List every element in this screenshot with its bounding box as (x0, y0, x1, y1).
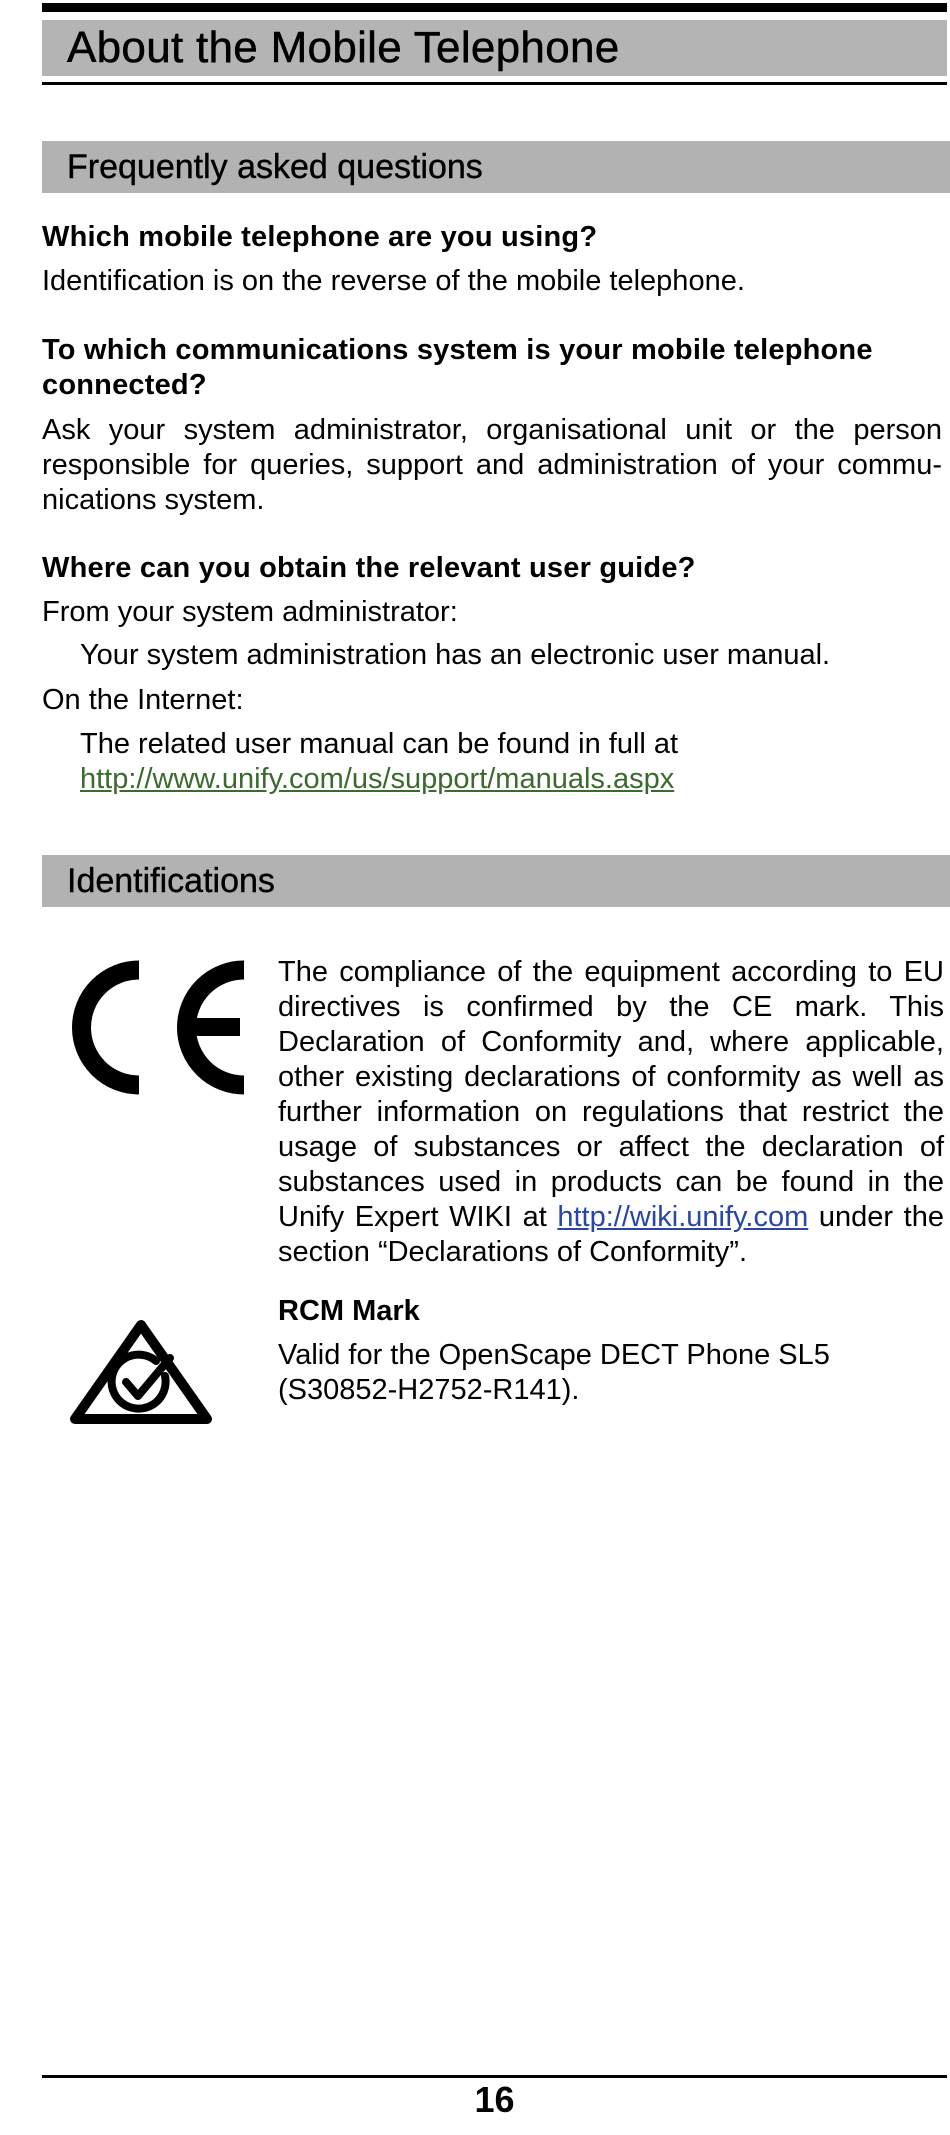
top-rule (42, 3, 947, 12)
ce-description (278, 955, 944, 1270)
faq-answer-1: Identification is on the reverse of the mobile telephone. (42, 265, 745, 297)
page-number: 16 (474, 2079, 515, 2120)
ce-mark-icon (62, 960, 252, 1095)
admin-manual-text: Your system administration has an electronic user manual. (80, 639, 831, 671)
from-admin-label: From your system administrator: (42, 596, 458, 628)
wiki-link[interactable]: http://wiki.unify.com (557, 1201, 809, 1233)
chapter-header (42, 20, 947, 76)
ce-description-end: under the section “Declarations of Conformity”. (278, 1201, 944, 1268)
faq-section-title: Frequently asked questions (67, 148, 483, 186)
page (42, 0, 950, 2135)
identifications-section-header (42, 855, 950, 907)
manuals-link[interactable]: http://www.unify.com/us/support/manuals.aspx (80, 763, 675, 795)
rcm-heading: RCM Mark (278, 1295, 420, 1327)
on-internet-label: On the Internet: (42, 684, 244, 716)
faq-section-header (42, 141, 950, 193)
faq-question-2: To which communications system is your mobile telephone connected? (42, 334, 873, 401)
faq-answer-2: Ask your system administrator, organisational unit or the person responsible for queries, support and administration of your commu-nications system. (42, 414, 942, 516)
rcm-mark-icon (66, 1316, 216, 1428)
faq-question-3: Where can you obtain the relevant user guide? (42, 552, 696, 584)
chapter-underline (42, 82, 947, 85)
rcm-description: Valid for the OpenScape DECT Phone SL5 (S30852-H2752-R141). (278, 1339, 830, 1406)
identifications-section-title: Identifications (67, 862, 275, 900)
ce-description-text: The compliance of the equipment according to EU directives is confirmed by the CE mark. This Declaration of Conformity and, where applicable, other existing declarations of conformity as well as further information on regulations that restrict the usage of substances or affect the declaration of substances used in products can be found in the Unify Expert WIKI at (278, 956, 944, 1233)
chapter-title: About the Mobile Telephone (67, 23, 620, 72)
faq-question-1: Which mobile telephone are you using? (42, 221, 598, 253)
internet-manual-intro: The related user manual can be found in full at (80, 728, 679, 760)
internet-manual-text (80, 727, 940, 797)
